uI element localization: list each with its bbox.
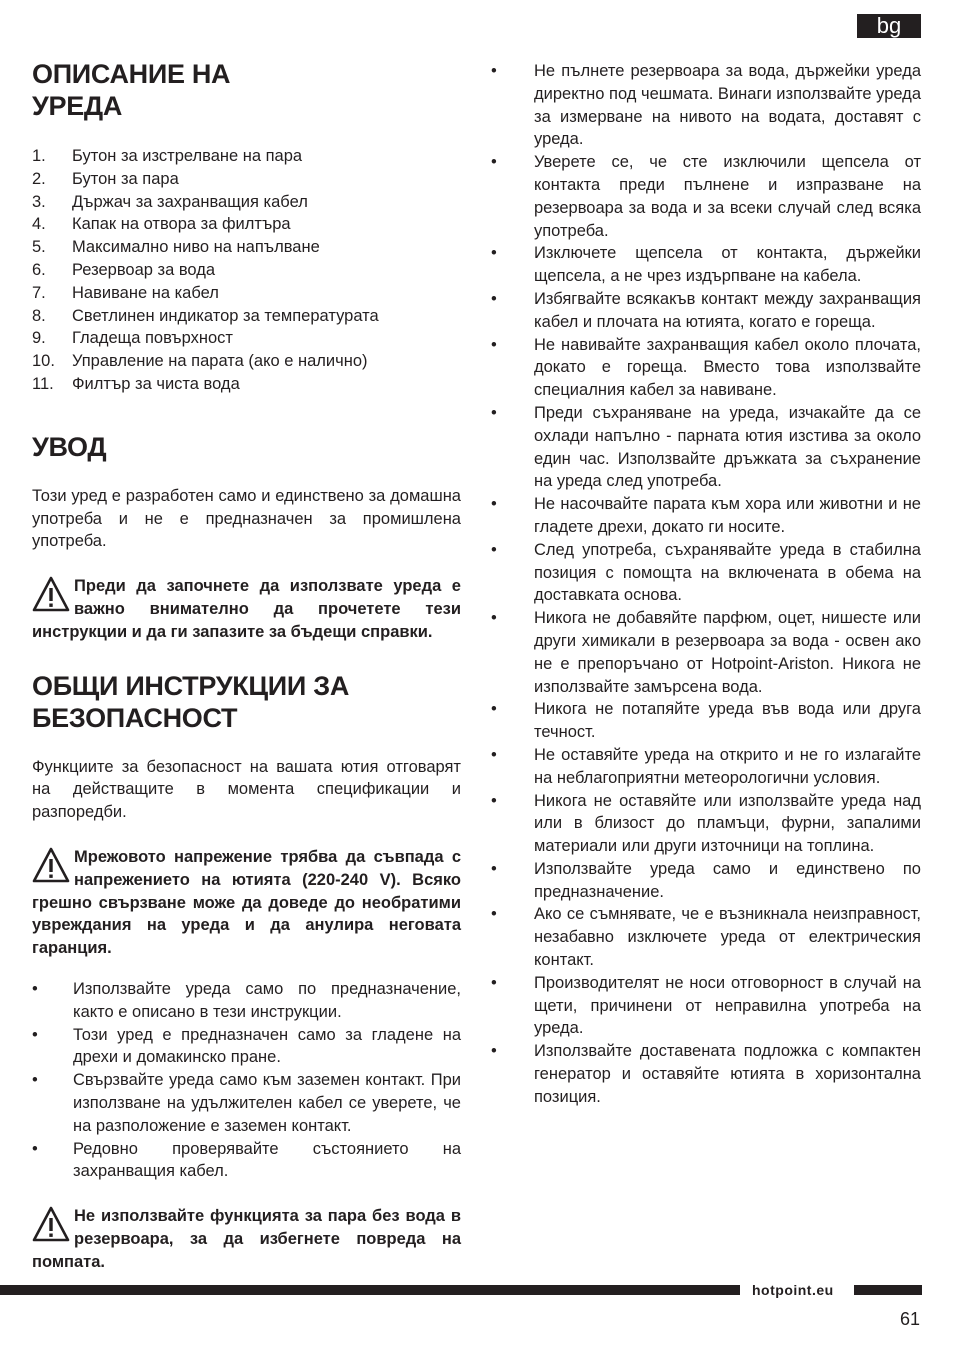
list-item	[32, 236, 461, 259]
footer-bar-right	[854, 1285, 922, 1295]
list-item	[491, 790, 921, 858]
bullet-text: Този уред е предназначен само за гладене на дрехи и домакинско пране.	[73, 1025, 461, 1067]
list-item	[32, 978, 461, 1024]
list-item	[32, 327, 461, 350]
bullet-icon: •	[491, 289, 497, 308]
list-item-number: 2.	[32, 169, 46, 188]
bullet-icon: •	[491, 335, 497, 354]
list-item	[491, 539, 921, 607]
list-item	[491, 60, 921, 151]
warning-triangle-icon	[32, 1206, 70, 1242]
list-item	[491, 607, 921, 698]
list-item-label: Максимално ниво на напълване	[72, 238, 320, 257]
bullet-text: След употреба, съхранявайте уреда в стабилна позиция с помощта на включената в обема на доставката основа.	[534, 540, 921, 605]
list-item-label: Управление на парата (ако е налично)	[72, 352, 368, 371]
bullet-text: Не навивайте захранващия кабел около плочата, докато е гореща. Вместо това използвайте специалния кабел за навиване.	[534, 335, 921, 400]
list-item	[491, 744, 921, 790]
bullet-icon: •	[32, 979, 38, 998]
list-item-number: 4.	[32, 215, 46, 234]
list-item	[491, 402, 921, 493]
bullet-text: Не пълнете резервоара за вода, държейки уреда директно под чешмата. Винаги използвайте уреда за измерване на нивото на водата, доставят с уреда.	[534, 62, 921, 149]
list-item	[491, 698, 921, 744]
bullet-text: Никога не добавяйте парфюм, оцет, нишесте или други химикали в резервоара за вода - освен ако не е препоръчано от Hotpoint-Ariston. Никога не използвайте замърсена вода.	[534, 609, 921, 696]
intro-title: УВОД	[32, 431, 107, 462]
safety-title: ОБЩИ ИНСТРУКЦИИ ЗА БЕЗОПАСНОСТ	[32, 670, 350, 733]
list-item	[32, 350, 461, 373]
list-item-number: 10.	[32, 352, 55, 371]
right-column	[491, 60, 921, 1109]
warning-block-1	[32, 575, 461, 643]
list-item	[491, 1040, 921, 1108]
bullet-text: Редовно проверявайте състоянието на захранващия кабел.	[73, 1139, 461, 1181]
bullet-icon: •	[491, 859, 497, 878]
bullet-text: Никога не оставяйте или използвайте уреда над или в близост до пламъци, фурни, запалими материали или други източници на топлина.	[534, 791, 921, 856]
bullet-icon: •	[491, 1042, 497, 1061]
list-item	[491, 242, 921, 288]
parts-list	[32, 145, 461, 396]
safety-text: Функциите за безопасност на вашата ютия отговарят на действащите в момента спецификации и разпоредби.	[32, 757, 461, 822]
list-item	[32, 305, 461, 328]
list-item	[491, 858, 921, 904]
list-item-label: Навиване на кабел	[72, 283, 219, 302]
list-item	[32, 373, 461, 396]
list-item-number: 3.	[32, 192, 46, 211]
warning-triangle-icon	[32, 847, 70, 883]
warning-block-2	[32, 846, 461, 960]
bullet-icon: •	[491, 495, 497, 514]
bullet-text: Използвайте доставената подложка с компактен генератор и оставяйте ютията в хоризонтална позиция.	[534, 1042, 921, 1106]
bullet-icon: •	[491, 791, 497, 810]
bullet-icon: •	[491, 403, 497, 422]
bullet-text: Никога не потапяйте уреда във вода или друга течност.	[534, 700, 921, 742]
bullet-text: Преди съхраняване на уреда, изчакайте да се охлади напълно - парната ютия изстива за около един час. Използвайте дръжката за съхранение на уреда след употреба.	[534, 403, 921, 491]
list-item	[491, 493, 921, 539]
language-badge: bg	[857, 14, 921, 38]
list-item-number: 11.	[32, 374, 54, 393]
bullet-text: Не насочвайте парата към хора или животни и не гладете дрехи, докато ги носите.	[534, 495, 921, 536]
list-item-number: 9.	[32, 329, 46, 348]
description-title: ОПИСАНИЕ НА УРЕДА	[32, 59, 231, 121]
list-item-number: 6.	[32, 260, 46, 279]
warning-text-1: Преди да започнете да използвате уреда е важно внимателно да прочетете тези инструкции и да ги запазите за бъдещи справки.	[32, 577, 461, 641]
right-bullet-list	[491, 60, 921, 1109]
warning-text-3: Не използвайте функцията за пара без вода в резервоара, за да избегнете повреда на помпата.	[32, 1207, 461, 1271]
bullet-icon: •	[491, 540, 497, 559]
bullet-icon: •	[491, 153, 497, 172]
bullet-text: Използвайте уреда само по предназначение, както е описано в тези инструкции.	[73, 979, 461, 1021]
warning-triangle-icon	[32, 576, 70, 612]
list-item	[32, 1069, 461, 1137]
list-item	[32, 259, 461, 282]
bullet-text: Изключете щепсела от контакта, държейки щепсела, а не чрез издърпване на кабела.	[534, 244, 921, 286]
bullet-text: Използвайте уреда само и единствено по предназначение.	[534, 859, 921, 901]
list-item-label: Филтър за чиста вода	[72, 374, 240, 393]
list-item-number: 5.	[32, 238, 46, 257]
bullet-text: Ако се съмнявате, че е възникнала неизправност, незабавно изключете уреда от електрическия контакт.	[534, 905, 921, 970]
bullet-icon: •	[491, 973, 497, 992]
list-item-label: Резервоар за вода	[72, 260, 216, 279]
bullet-icon: •	[491, 244, 497, 263]
intro-text: Този уред е разработен само и единствено за домашна употреба и не е предназначен за промишлена употреба.	[32, 486, 461, 551]
list-item	[32, 213, 461, 236]
bullet-icon: •	[32, 1139, 38, 1158]
bullet-icon: •	[32, 1025, 38, 1044]
bullet-icon: •	[491, 62, 497, 80]
list-item-label: Капак на отвора за филтъра	[72, 215, 291, 234]
warning-block-3	[32, 1205, 461, 1273]
footer-bar-left	[0, 1285, 740, 1295]
left-bullet-list	[32, 978, 461, 1183]
footer-brand: hotpoint.eu	[752, 1282, 834, 1298]
list-item-label: Бутон за пара	[72, 169, 179, 188]
bullet-icon: •	[491, 745, 497, 764]
list-item	[491, 334, 921, 402]
list-item-number: 1.	[32, 147, 46, 165]
list-item	[491, 151, 921, 242]
bullet-icon: •	[491, 700, 497, 719]
list-item-label: Светлинен индикатор за температурата	[72, 306, 379, 325]
list-item	[32, 145, 461, 168]
list-item-number: 8.	[32, 306, 46, 325]
list-item	[32, 168, 461, 191]
list-item-label: Държач за захранващия кабел	[72, 192, 308, 211]
list-item	[491, 972, 921, 1040]
list-item-label: Бутон за изстрелване на пара	[72, 147, 303, 165]
list-item	[32, 1138, 461, 1184]
list-item	[32, 191, 461, 214]
list-item	[32, 282, 461, 305]
warning-text-2: Мрежовото напрежение трябва да съвпада с напрежението на ютията (220-240 V). Всяко грешно свързване може да доведе до необратими увреждания на уреда и да анулира неговата гаранция.	[32, 847, 461, 958]
list-item	[32, 1024, 461, 1070]
bullet-icon: •	[491, 905, 497, 924]
list-item-label: Гладеща повърхност	[72, 329, 233, 348]
bullet-text: Свързвайте уреда само към заземен контакт. При използване на удължителен кабел се уверете, че на разположение е заземен контакт.	[73, 1071, 461, 1135]
bullet-icon: •	[32, 1071, 38, 1090]
left-column	[32, 58, 461, 1273]
bullet-text: Уверете се, че сте изключили щепсела от контакта преди пълнене и изпразване на резервоара за вода и за всеки случай след всяка употреба.	[534, 153, 921, 240]
bullet-text: Не оставяйте уреда на открито и не го излагайте на неблагоприятни метеорологични условия.	[534, 745, 921, 787]
list-item-number: 7.	[32, 283, 46, 302]
bullet-text: Производителят не носи отговорност в случай на щети, причинени от неправилна употреба на уреда.	[534, 973, 921, 1038]
bullet-text: Избягвайте всякакъв контакт между захранващия кабел и плочата на ютията, когато е гореща.	[534, 289, 921, 331]
page-number: 61	[899, 1309, 920, 1329]
bullet-icon: •	[491, 609, 497, 628]
list-item	[491, 288, 921, 334]
list-item	[491, 903, 921, 971]
